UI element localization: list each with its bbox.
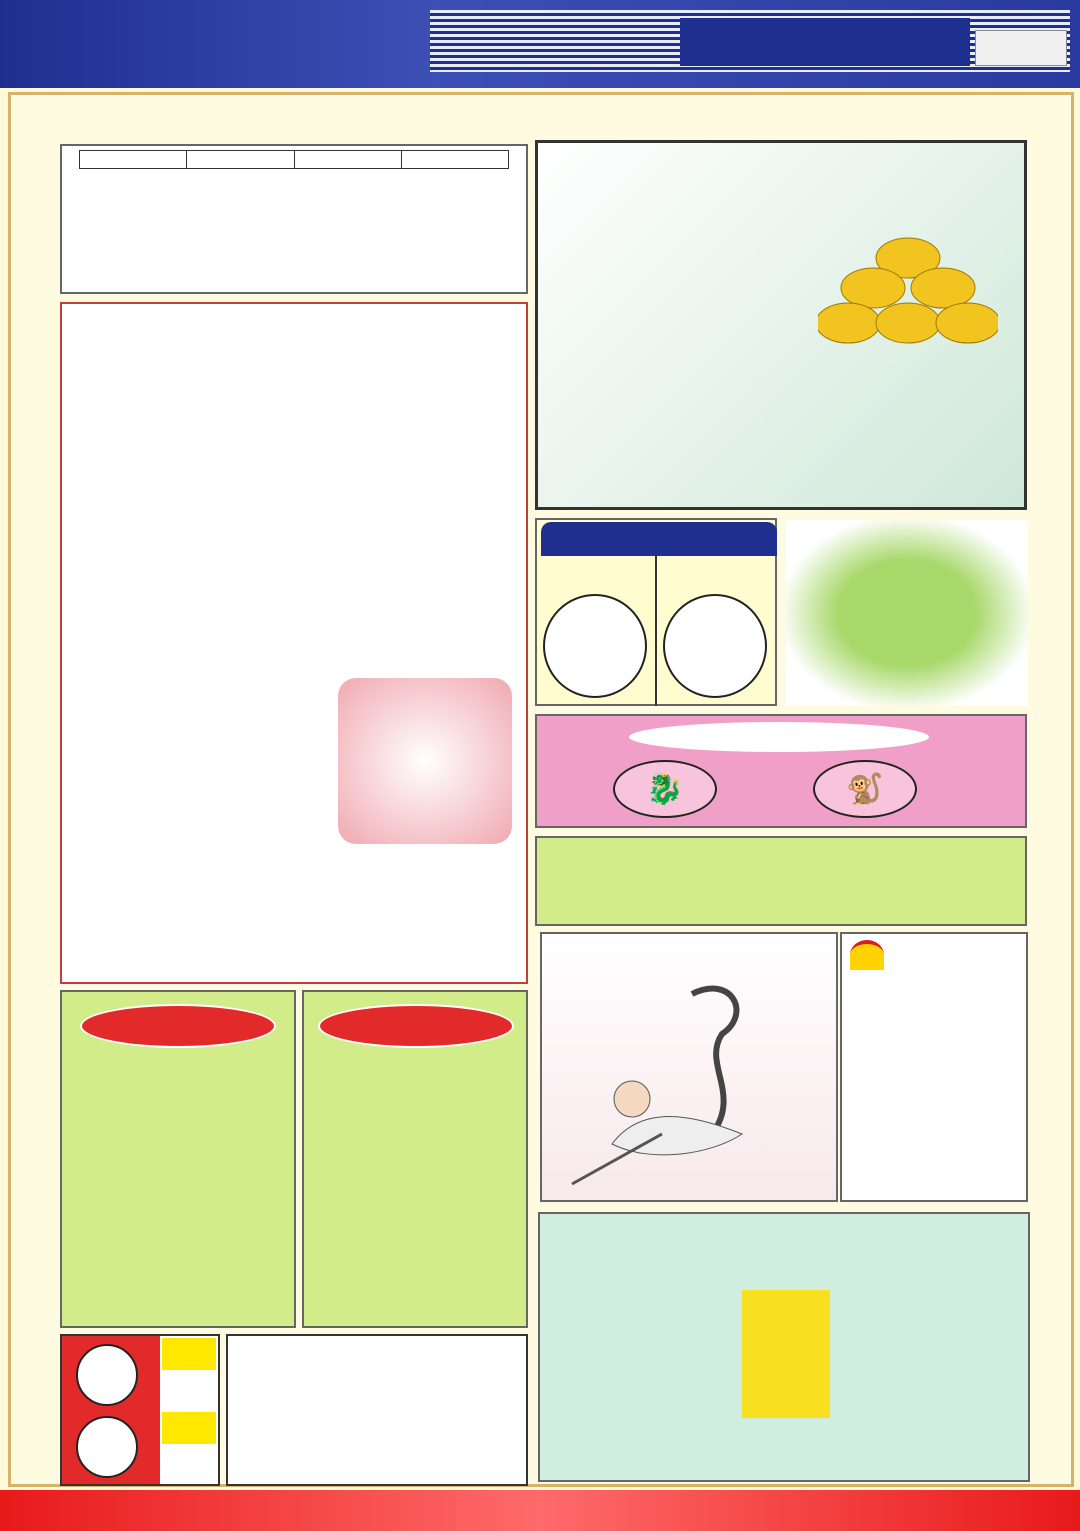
lucky-title <box>629 722 929 752</box>
mark-strip-left <box>12 130 48 1480</box>
table-header <box>294 151 401 169</box>
special-divider <box>655 556 657 706</box>
lottery-balls-icon <box>544 365 714 505</box>
sage-painting-icon <box>542 934 836 1200</box>
almanac-panel <box>538 1212 1030 1482</box>
oneword-panel <box>840 932 1028 1202</box>
cold-tag-2 <box>162 1412 216 1444</box>
painting <box>540 932 838 1202</box>
table-header <box>80 151 187 169</box>
table-header <box>401 151 508 169</box>
predict-panel <box>60 990 296 1328</box>
table-header <box>187 151 294 169</box>
table-header-row <box>80 151 509 169</box>
cold-tag-1 <box>162 1338 216 1370</box>
footer-bar <box>0 1490 1080 1531</box>
monkey-icon: 🐒 <box>813 760 917 818</box>
special-small <box>543 594 647 698</box>
number-table <box>79 150 509 169</box>
edition-label <box>975 30 1067 66</box>
numbers-panel <box>535 836 1027 926</box>
header-block <box>680 18 970 66</box>
mark-strip-right <box>1036 130 1072 1480</box>
cold-number-panel <box>60 1334 220 1486</box>
zodiac-poem-panel <box>302 990 528 1328</box>
zodiac-poem-title <box>318 1004 514 1048</box>
special-panel <box>535 518 777 706</box>
almanac-stamp <box>742 1290 830 1418</box>
cold-number-2 <box>76 1416 138 1478</box>
mark-strip-top <box>14 96 1070 130</box>
gold-panel <box>226 1334 528 1486</box>
number-table-panel <box>60 144 528 294</box>
predict-title <box>80 1004 276 1048</box>
rainbow-icon <box>850 940 884 970</box>
special-odd <box>663 594 767 698</box>
lucky-panel <box>535 714 1027 828</box>
logo-panel <box>535 140 1027 510</box>
secret-picture <box>338 678 512 844</box>
dragon-icon: 🐉 <box>613 760 717 818</box>
meeting-panel <box>60 302 528 984</box>
blurred-graphic <box>786 520 1028 706</box>
cold-number-1 <box>76 1344 138 1406</box>
special-title <box>541 522 777 556</box>
gold-ingots-icon <box>818 228 998 358</box>
